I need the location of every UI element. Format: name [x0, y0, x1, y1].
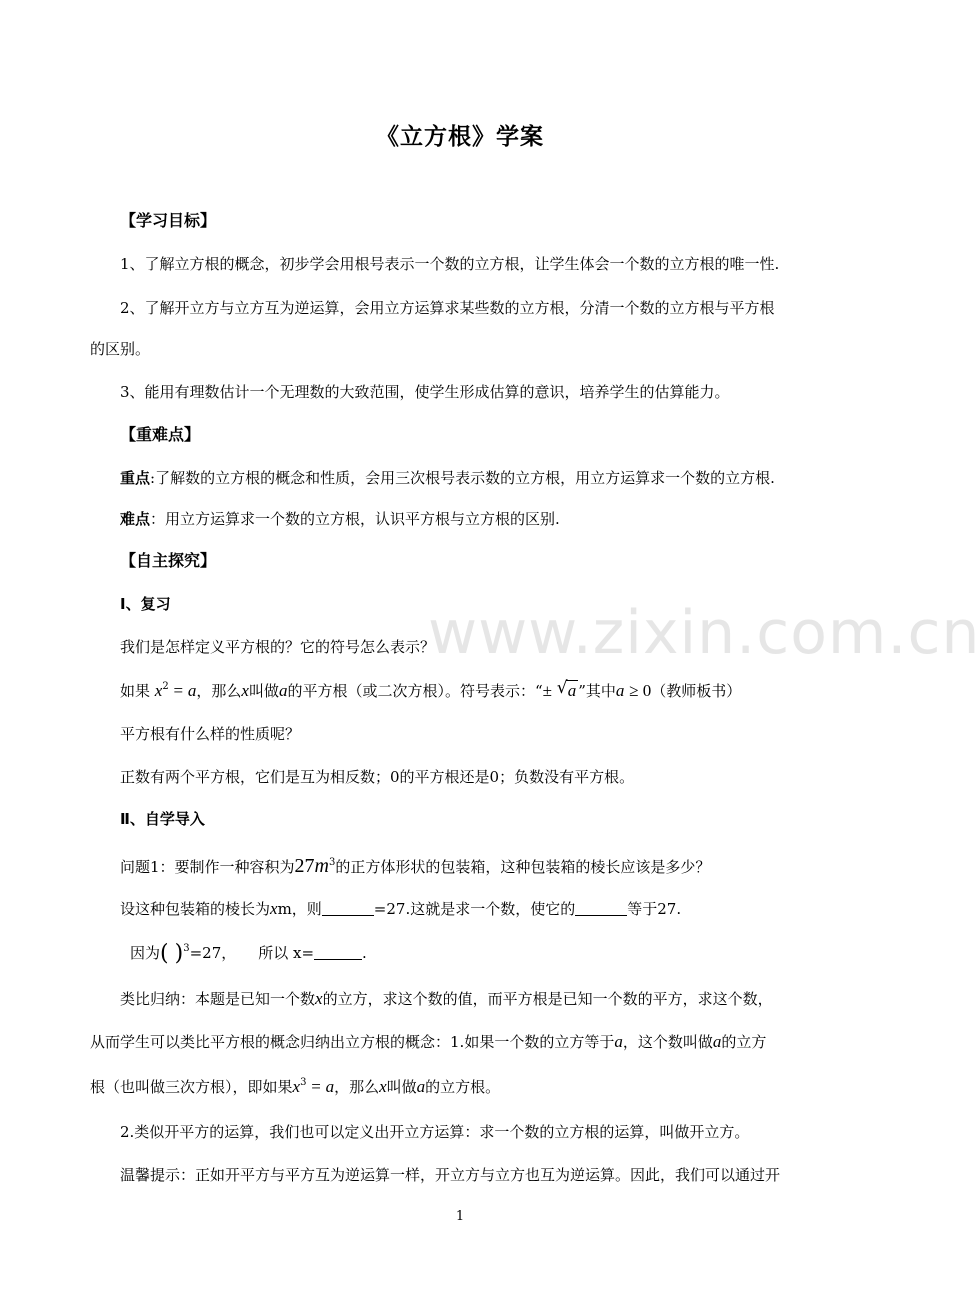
math-a: a — [187, 681, 197, 700]
square-root-expression — [557, 680, 579, 702]
text-segment: 从而学生可以类比平方根的概念归纳出立方根的概念：1.如果一个数的立方等于 — [90, 1033, 615, 1051]
math-a: a — [416, 1077, 426, 1096]
paren-close: ) — [174, 941, 184, 966]
math-x: x — [154, 681, 163, 700]
math-x: x — [379, 1077, 387, 1096]
problem-1 — [120, 855, 710, 878]
math-exponent: 3 — [300, 1077, 307, 1088]
paren-open: ( — [160, 941, 169, 966]
page-title: 《立方根》学案 — [376, 124, 544, 150]
because-line — [130, 942, 367, 965]
text-segment: ，那么 — [334, 1078, 380, 1096]
analogy-line-3 — [90, 1076, 500, 1098]
answer-blank[interactable] — [322, 900, 374, 916]
watermark: www.zixin.com.cn — [428, 598, 980, 668]
text-segment: . — [362, 944, 367, 962]
volume-unit: m — [314, 855, 329, 877]
math-plus-minus: ± — [542, 681, 552, 700]
objective-3: 3、能用有理数估计一个无理数的大致范围，使学生形成估算的意识，培养学生的估算能力。 — [120, 383, 730, 401]
text-segment: 等于27. — [627, 900, 682, 918]
math-a: a — [278, 681, 288, 700]
math-equals: = — [311, 1077, 321, 1096]
answer-blank[interactable] — [314, 944, 362, 960]
review-question-2: 平方根有什么样的性质呢？ — [120, 725, 301, 743]
volume-expression — [295, 855, 329, 877]
text-segment: =27.这就是求一个数，使它的 — [373, 900, 576, 918]
text-segment: 因为 — [130, 944, 161, 962]
text-segment: 类比归纳：本题是已知一个数 — [120, 990, 316, 1008]
objectives-heading: 【学习目标】 — [120, 211, 217, 230]
math-x: x — [270, 899, 278, 918]
difficult-point-text: ：用立方运算求一个数的立方根，认识平方根与立方根的区别. — [150, 510, 560, 528]
page-number: 1 — [455, 1209, 465, 1224]
text-segment: 问题1：要制作一种容积为 — [120, 858, 295, 876]
math-exponent: 2 — [162, 681, 169, 692]
text-segment: ，这个数叫做 — [622, 1033, 713, 1051]
text-segment: 的平方根（或二次方根）。符号表示：“ — [287, 682, 543, 700]
text-segment: 的正方体形状的包装箱，这种包装箱的棱长应该是多少？ — [335, 858, 711, 876]
text-segment: 如果 — [120, 682, 151, 700]
math-geq-zero: ≥ 0 — [629, 681, 652, 700]
explore-heading: 【自主探究】 — [120, 551, 217, 570]
objective-2-line1: 2、了解开立方与立方互为逆运算，会用立方运算求某些数的立方根，分清一个数的立方根与平方根 — [120, 299, 775, 317]
math-x: x — [292, 1077, 301, 1096]
difficult-point-label: 难点 — [120, 510, 151, 528]
radical-sign: √ — [556, 678, 568, 698]
text-segment: 所以 x= — [258, 944, 315, 962]
volume-number: 27 — [294, 855, 315, 877]
math-x: x — [241, 681, 249, 700]
text-segment: 的立方 — [721, 1033, 767, 1051]
text-segment: （教师板书） — [651, 682, 742, 700]
text-segment: =27， — [189, 944, 237, 962]
key-point — [120, 467, 775, 489]
review-answer: 正数有两个平方根，它们是互为相反数；0的平方根还是0；负数没有平方根。 — [120, 768, 635, 786]
text-segment: 设这种包装箱的棱长为 — [120, 900, 271, 918]
square-root-definition — [120, 680, 741, 702]
review-heading: Ⅰ、复习 — [120, 595, 171, 613]
point-2: 2.类似开平方的运算，我们也可以定义出开立方运算：求一个数的立方根的运算，叫做开立方。 — [120, 1123, 750, 1141]
text-segment: 根（也叫做三次方根），即如果 — [90, 1078, 293, 1096]
text-segment: 叫做 — [386, 1078, 417, 1096]
math-a: a — [615, 681, 625, 700]
difficult-point — [120, 508, 560, 530]
review-question-1: 我们是怎样定义平方根的？它的符号怎么表示？ — [120, 638, 436, 656]
answer-blank[interactable] — [575, 900, 627, 916]
objective-2-line2: 的区别。 — [90, 340, 151, 358]
keypoints-heading: 【重难点】 — [120, 425, 201, 444]
key-point-text: :了解数的立方根的概念和性质，会用三次根号表示数的立方根，用立方运算求一个数的立方根. — [150, 469, 775, 487]
problem-setup — [120, 898, 681, 920]
text-segment: 的立方，求这个数的值，而平方根是已知一个数的平方，求这个数， — [322, 990, 773, 1008]
math-a: a — [325, 1077, 335, 1096]
analogy-line-1 — [120, 988, 773, 1010]
text-segment: 的立方根。 — [425, 1078, 501, 1096]
intro-heading: Ⅱ、自学导入 — [120, 810, 205, 828]
key-point-label: 重点 — [120, 469, 151, 487]
analogy-line-2 — [90, 1031, 766, 1053]
math-x: x — [315, 989, 323, 1008]
math-a: a — [712, 1032, 722, 1051]
text-segment: ”其中 — [578, 682, 616, 700]
math-a: a — [567, 681, 577, 700]
text-segment: m，则 — [277, 900, 322, 918]
text-segment: ，那么 — [196, 682, 242, 700]
math-a: a — [614, 1032, 623, 1051]
math-exponent: 3 — [183, 943, 190, 954]
math-equals: = — [173, 681, 184, 700]
text-segment: 叫做 — [248, 682, 279, 700]
warm-tip: 温馨提示：正如开平方与平方互为逆运算一样，开立方与立方也互为逆运算。因此，我们可以通过开 — [120, 1166, 781, 1184]
objective-1: 1、了解立方根的概念，初步学会用根号表示一个数的立方根，让学生体会一个数的立方根的唯一性. — [120, 255, 780, 273]
math-exponent: 3 — [329, 857, 336, 868]
